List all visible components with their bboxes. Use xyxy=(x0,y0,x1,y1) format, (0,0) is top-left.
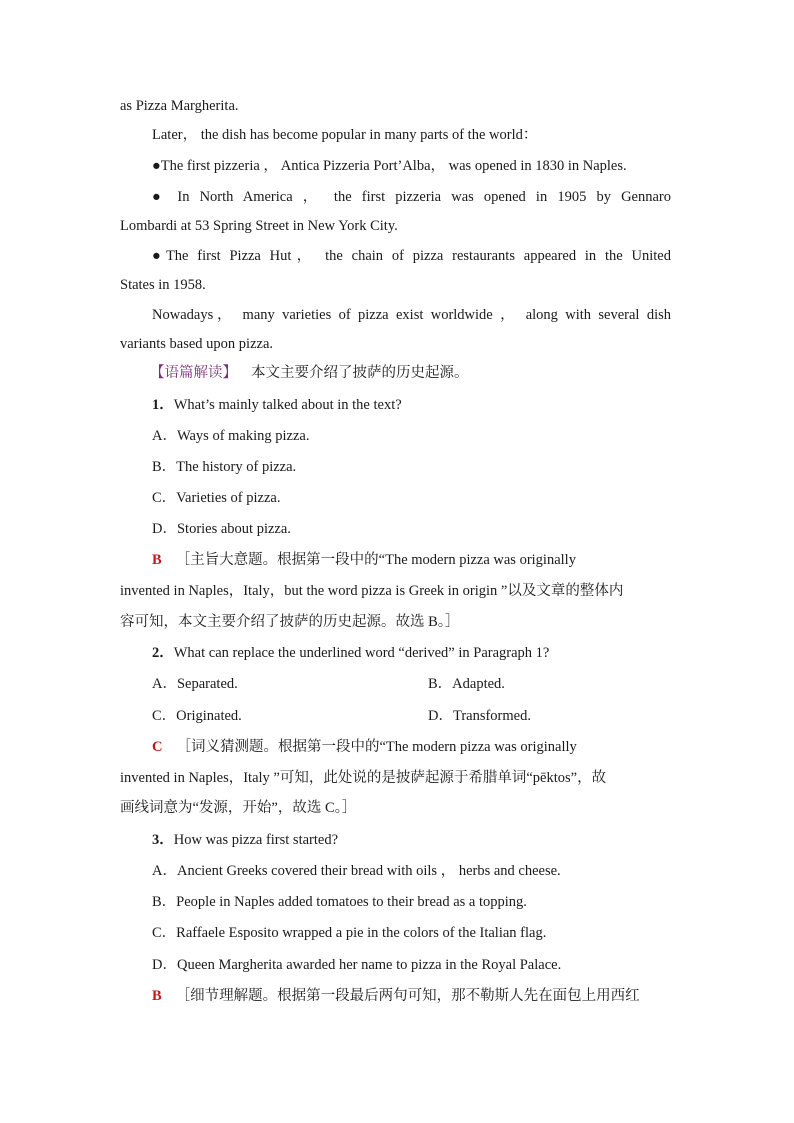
bullet-item-continued: States in 1958. xyxy=(120,277,206,293)
option-c: C．Originated. xyxy=(152,708,242,724)
answer-letter: B xyxy=(152,552,162,568)
explanation-text: ［细节理解题。根据第一段最后两句可知，那不勒斯人先在面包上用西红 xyxy=(175,988,640,1004)
answer-line xyxy=(152,550,576,570)
option-d: D．Stories about pizza. xyxy=(152,521,291,537)
answer-letter: C xyxy=(152,739,163,755)
analysis-line xyxy=(150,363,469,383)
question-stem xyxy=(152,395,402,415)
option-c: C．Raffaele Esposito wrapped a pie in the colors of the Italian flag. xyxy=(152,925,547,941)
option-a: A．Ways of making pizza. xyxy=(152,428,310,444)
option-d: D．Queen Margherita awarded her name to pizza in the Royal Palace. xyxy=(152,957,562,973)
option-b: B．Adapted. xyxy=(428,676,505,692)
explanation-line: invented in Naples，Italy，but the word pizza is Greek in origin ”以及文章的整体内 xyxy=(120,583,624,599)
question-number: 3． xyxy=(152,832,174,848)
explanation-line: invented in Naples，Italy ”可知，此处说的是披萨起源于希腊单词“pēktos”，故 xyxy=(120,770,607,786)
question-stem xyxy=(152,830,338,850)
options-row xyxy=(152,706,672,726)
bullet-item: ●The first Pizza Hut， the chain of pizza restaurants appeared in the United xyxy=(152,248,671,264)
option-b: B．People in Naples added tomatoes to their bread as a topping. xyxy=(152,894,527,910)
explanation-text: ［词义猜测题。根据第一段中的“The modern pizza was originally xyxy=(176,739,577,755)
explanation-line: 容可知，本文主要介绍了披萨的历史起源。故选 B。］ xyxy=(120,614,460,630)
passage-line: Later， the dish has become popular in many parts of the world： xyxy=(152,127,538,143)
options-row xyxy=(152,674,672,694)
option-a: A．Ancient Greeks covered their bread with oils ， herbs and cheese. xyxy=(152,863,561,879)
option-a: A．Separated. xyxy=(152,676,238,692)
bullet-item-continued: Lombardi at 53 Spring Street in New York City. xyxy=(120,218,398,234)
paragraph-line: Nowadays， many varieties of pizza exist worldwide ， along with several dish xyxy=(152,307,671,323)
answer-line xyxy=(152,986,640,1006)
paragraph-line: variants based upon pizza. xyxy=(120,336,274,352)
analysis-text: 本文主要介绍了披萨的历史起源。 xyxy=(251,365,469,381)
option-b: B．The history of pizza. xyxy=(152,459,297,475)
option-c: C．Varieties of pizza. xyxy=(152,490,281,506)
question-number: 1． xyxy=(152,397,174,413)
analysis-tag: 【语篇解读】 xyxy=(150,365,237,381)
explanation-text: ［主旨大意题。根据第一段中的“The modern pizza was originally xyxy=(175,552,576,568)
passage-line: as Pizza Margherita. xyxy=(120,98,239,114)
bullet-item: ● In North America ， the first pizzeria was opened in 1905 by Gennaro xyxy=(152,189,671,205)
question-text: What’s mainly talked about in the text? xyxy=(173,397,402,413)
answer-letter: B xyxy=(152,988,162,1004)
option-d: D．Transformed. xyxy=(428,708,531,724)
explanation-line: 画线词意为“发源，开始”，故选 C。］ xyxy=(120,800,357,816)
bullet-item: ●The first pizzeria ， Antica Pizzeria Port’Alba， was opened in 1830 in Naples. xyxy=(152,158,627,174)
answer-line xyxy=(152,737,577,757)
question-text: What can replace the underlined word “derived” in Paragraph 1? xyxy=(173,645,550,661)
question-text: How was pizza first started? xyxy=(173,832,339,848)
question-number: 2． xyxy=(152,645,174,661)
question-stem xyxy=(152,643,549,663)
